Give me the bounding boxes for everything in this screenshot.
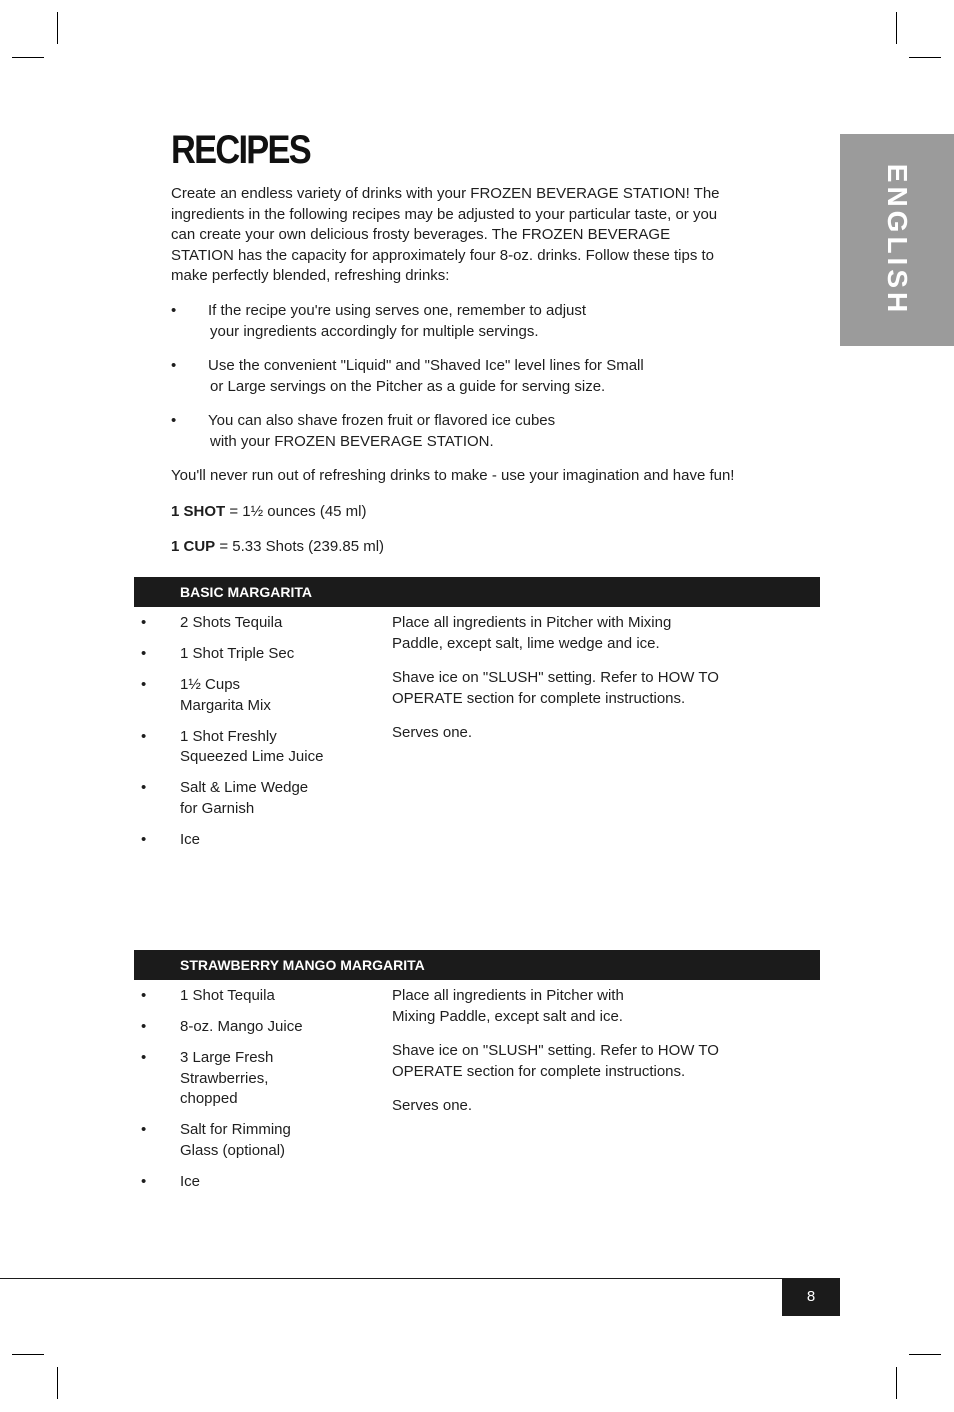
ingredient-item: • Salt & Lime Wedge for Garnish <box>141 779 309 817</box>
step-text: Place all ingredients in Pitcher with Mixing Paddle, except salt, lime wedge and ice. <box>392 614 672 652</box>
step-text: Shave ice on "SLUSH" setting. Refer to HOW TO OPERATE section for complete instructions. <box>392 1042 719 1080</box>
crop-mark <box>57 12 58 44</box>
crop-mark <box>12 57 44 58</box>
ingredients-list <box>141 613 381 861</box>
tip-item: • If the recipe you're using serves one, remember to adjust your ingredients accordingly for multiple servings. <box>171 301 791 342</box>
crop-mark <box>909 1354 941 1355</box>
tip-item: • You can also shave frozen fruit or flavored ice cubes with your FROZEN BEVERAGE STATION. <box>171 411 791 452</box>
ingredient-item: • 8-oz. Mango Juice <box>141 1018 303 1035</box>
step-text: Place all ingredients in Pitcher with Mixing Paddle, except salt and ice. <box>392 987 624 1025</box>
ingredient-item: • 2 Shots Tequila <box>141 614 283 631</box>
recipe-steps <box>392 613 752 758</box>
ingredient-item: • Ice <box>141 830 201 848</box>
step-text: Serves one. <box>392 1097 473 1114</box>
tips-list <box>171 301 791 466</box>
ingredient-item: • 1 Shot Tequila <box>141 987 275 1004</box>
ingredient-item: • 1 Shot Freshly Squeezed Lime Juice <box>141 727 324 765</box>
cup-measure: 1 CUP = 5.33 Shots (239.85 ml) <box>171 538 385 555</box>
bullet: • <box>171 357 177 374</box>
shot-measure: 1 SHOT = 1½ ounces (45 ml) <box>171 503 367 520</box>
closing-text: You'll never run out of refreshing drinks to make - use your imagination and have fun! <box>171 467 735 484</box>
ingredient-item: • 3 Large Fresh Strawberries, chopped <box>141 1049 274 1107</box>
page-title: RECIPES <box>171 128 310 172</box>
recipe-header-strawberry-mango-margarita: STRAWBERRY MANGO MARGARITA <box>134 950 820 980</box>
page-number: 8 <box>782 1278 840 1316</box>
crop-mark <box>57 1367 58 1399</box>
crop-mark <box>909 57 941 58</box>
intro-paragraph: Create an endless variety of drinks with your FROZEN BEVERAGE STATION! The ingredients in the following recipes may be adjusted to your particular taste, or you can create your own delicious frosty beverages. The FROZEN BEVERAGE STATION has the capacity for approximately four 8-oz. drinks. Follow these tips to make perfectly blended, refreshing drinks: <box>171 185 720 284</box>
language-tab <box>840 134 954 346</box>
ingredient-item: • 1 Shot Triple Sec <box>141 645 295 662</box>
footer-rule <box>0 1278 840 1279</box>
ingredients-list <box>141 986 381 1203</box>
step-text: Shave ice on "SLUSH" setting. Refer to HOW TO OPERATE section for complete instructions. <box>392 669 719 707</box>
recipe-steps <box>392 986 752 1131</box>
ingredient-item: • Salt for Rimming Glass (optional) <box>141 1121 291 1159</box>
tip-item: • Use the convenient "Liquid" and "Shaved Ice" level lines for Small or Large servings on the Pitcher as a guide for serving size. <box>171 356 791 397</box>
bullet: • <box>171 302 177 319</box>
step-text: Serves one. <box>392 724 473 741</box>
crop-mark <box>896 12 897 44</box>
ingredient-item: • 1½ Cups Margarita Mix <box>141 676 271 714</box>
bullet: • <box>171 412 177 429</box>
language-tab-label: ENGLISH <box>882 163 913 317</box>
crop-mark <box>896 1367 897 1399</box>
ingredient-item: • Ice <box>141 1172 201 1190</box>
recipe-header-basic-margarita: BASIC MARGARITA <box>134 577 820 607</box>
crop-mark <box>12 1354 44 1355</box>
